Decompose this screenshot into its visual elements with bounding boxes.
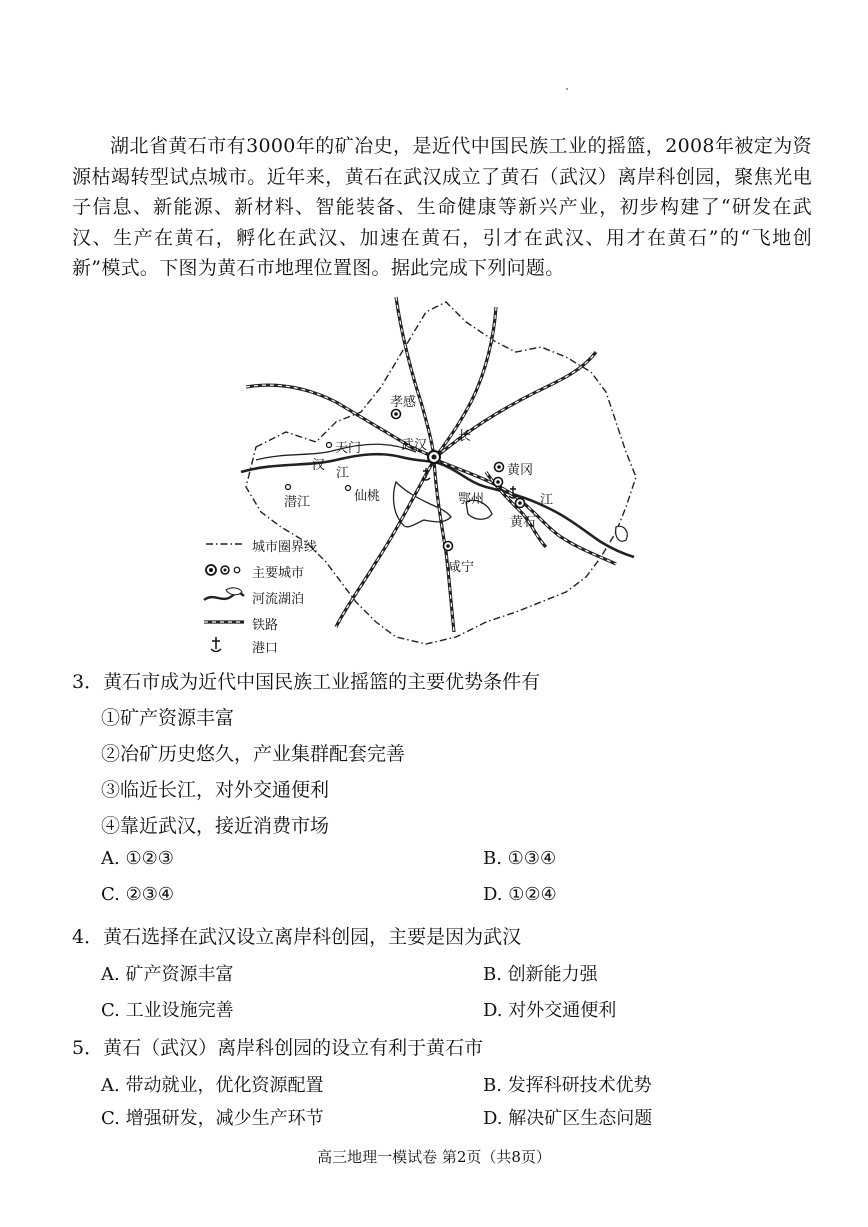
legend-boundary: 城市圈界线 [252, 540, 318, 555]
label-huanggang: 黄冈 [507, 463, 534, 478]
question-3-stem: 3．黄石市成为近代中国民族工业摇篮的主要优势条件有 [72, 671, 541, 693]
question-4-option-b[interactable]: B. 创新能力强 [483, 964, 598, 985]
question-5-stem: 5．黄石（武汉）离岸科创园的设立有利于黄石市 [72, 1037, 484, 1059]
question-3-item-3: ③临近长江，对外交通便利 [101, 779, 330, 801]
label-huangshi: 黄石 [510, 515, 537, 530]
location-map [196, 292, 666, 656]
label-qianjiang: 潜江 [284, 495, 311, 510]
label-tianmen: 天门 [335, 441, 362, 456]
question-5-option-a[interactable]: A. 带动就业，优化资源配置 [101, 1075, 324, 1096]
question-3-item-1: ①矿产资源丰富 [101, 707, 235, 729]
legend-symbols [204, 544, 244, 652]
label-xiaogan: 孝感 [390, 395, 417, 410]
question-5-option-d[interactable]: D. 解决矿区生态问题 [483, 1108, 653, 1129]
question-4-stem: 4．黄石选择在武汉设立离岸科创园，主要是因为武汉 [72, 926, 522, 948]
question-3-option-a[interactable]: A. ①②③ [101, 848, 174, 869]
legend-cities: 主要城市 [252, 566, 305, 581]
label-wuhan: 武汉 [401, 438, 428, 453]
question-3-option-c[interactable]: C. ②③④ [101, 884, 174, 905]
label-xianning: 咸宁 [448, 560, 475, 575]
label-xiantao: 仙桃 [354, 489, 381, 504]
legend-rivers: 河流湖泊 [252, 592, 305, 607]
label-han-river-2: 江 [336, 466, 350, 481]
city-circle-boundary [246, 302, 636, 644]
scan-speck [566, 88, 568, 90]
question-4-option-d[interactable]: D. 对外交通便利 [483, 1000, 617, 1021]
railway-north-1 [396, 297, 434, 457]
label-yangtze-1: 长 [458, 429, 472, 444]
legend-port: 港口 [252, 641, 279, 656]
page-footer: 高三地理一模试卷 第2页（共8页） [317, 1148, 551, 1166]
label-ezhou: 鄂州 [458, 492, 485, 507]
question-4-option-c[interactable]: C. 工业设施完善 [101, 1000, 234, 1021]
legend-railway: 铁路 [252, 618, 279, 633]
intro-paragraph: 湖北省黄石市有3000年的矿冶史，是近代中国民族工业的摇篮，2008年被定为资源枯竭转型试点城市。近年来，黄石在武汉成立了黄石（武汉）离岸科创园，聚焦光电子信息、新能源、新材料、智能装备、生命健康等新兴产业，初步构建了“研发在武汉、生产在黄石，孵化在武汉、加速在黄石，引才在武汉、用才在黄石”的“飞地创新”模式。下图为黄石市地理位置图。据此完成下列问题。 [72, 135, 812, 279]
question-4-option-a[interactable]: A. 矿产资源丰富 [101, 964, 234, 985]
question-5-option-c[interactable]: C. 增强研发，减少生产环节 [101, 1108, 324, 1129]
label-han-river-1: 汉 [312, 458, 326, 473]
city-xiantao-marker [346, 486, 351, 491]
question-3-item-2: ②冶矿历史悠久，产业集群配套完善 [101, 743, 406, 765]
city-qianjiang-marker [286, 485, 291, 490]
question-3-item-4: ④靠近武汉，接近消费市场 [101, 815, 330, 837]
city-tianmen-marker [327, 443, 332, 448]
railway-southwest [336, 460, 434, 627]
question-3-option-d[interactable]: D. ①②④ [483, 884, 557, 905]
lake-area-3 [616, 526, 628, 541]
label-yangtze-2: 江 [540, 493, 554, 508]
question-3-option-b[interactable]: B. ①③④ [483, 848, 557, 869]
question-5-option-b[interactable]: B. 发挥科研技术优势 [483, 1075, 652, 1096]
